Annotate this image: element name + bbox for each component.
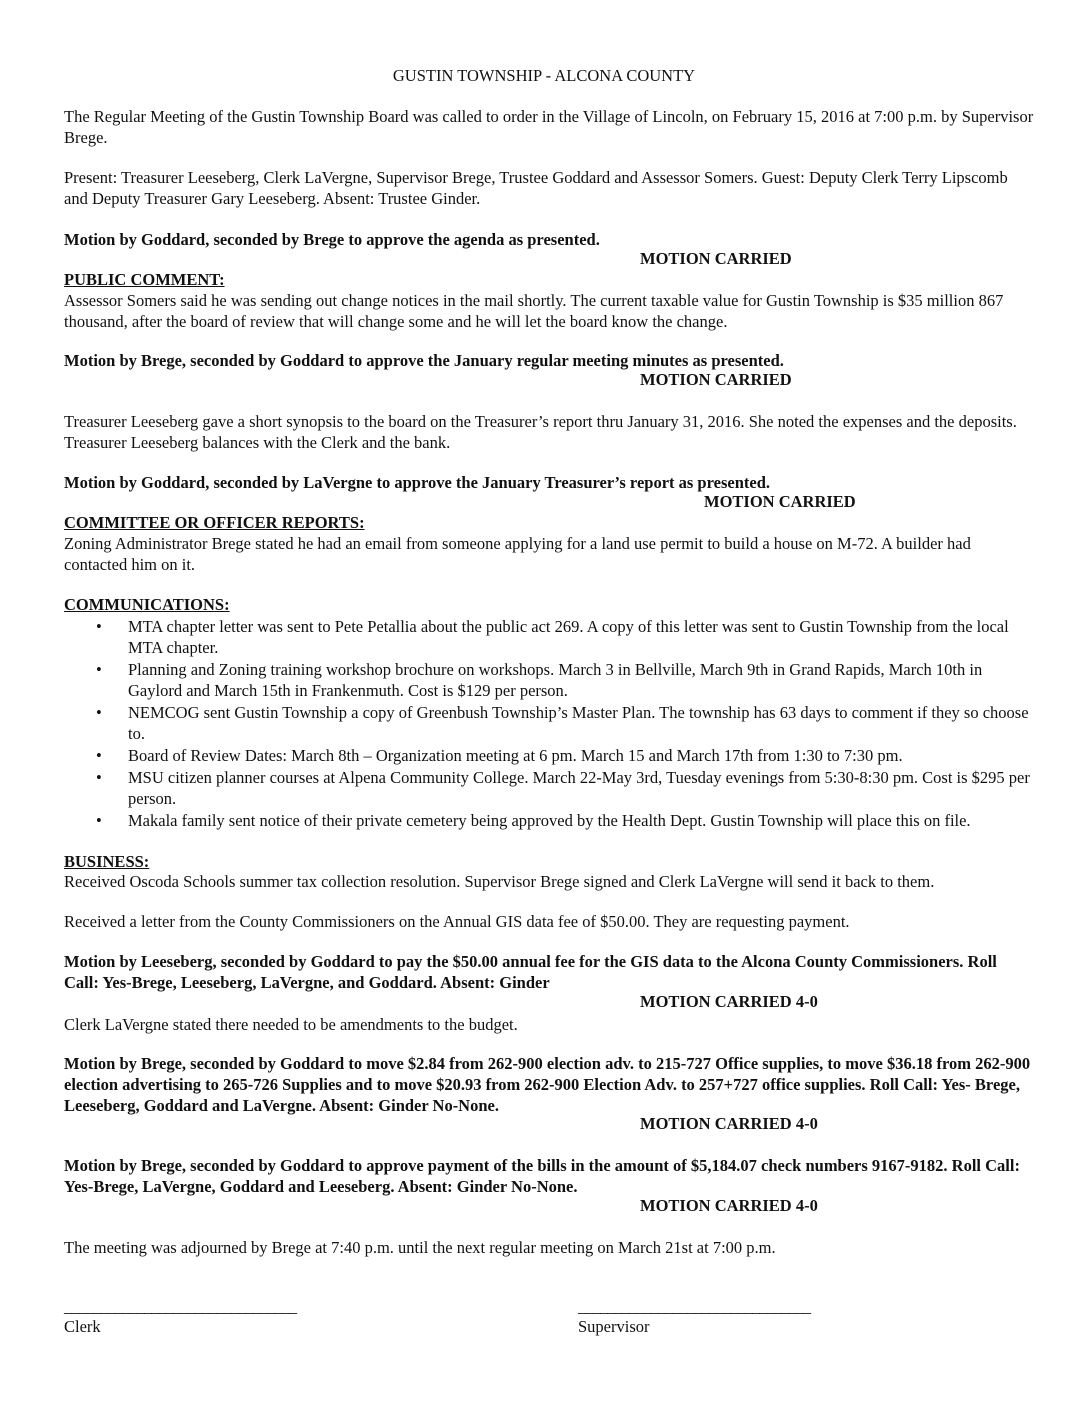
document-title: GUSTIN TOWNSHIP - ALCONA COUNTY [392,66,696,85]
motion-carried-agenda: MOTION CARRIED [640,249,792,268]
public-comment-heading: PUBLIC COMMENT: [64,270,225,289]
motion-pay-bills: Motion by Brege, seconded by Goddard to approve payment of the bills in the amount of $5,184.07 check numbers 9167-9182. Roll Call: Yes-Brege, LaVergne, Goddard and Leeseberg. Absent: Ginder No-None. [64,1156,1020,1196]
supervisor-signature-label: Supervisor [578,1317,650,1336]
list-item: • NEMCOG sent Gustin Township a copy of Greenbush Township’s Master Plan. The township has 63 days to comment if they so choose to. [64,702,1034,744]
motion-carried-gis: MOTION CARRIED 4-0 [640,992,818,1011]
intro-paragraph: The Regular Meeting of the Gustin Township Board was called to order in the Village of Lincoln, on February 15, 2016 at 7:00 p.m. by Supervisor Brege. [64,107,1034,147]
treasurer-report-paragraph: Treasurer Leeseberg gave a short synopsis to the board on the Treasurer’s report thru January 31, 2016. She noted the expenses and the deposits. Treasurer Leeseberg balances with the Clerk and the bank. [64,412,1017,452]
motion-treasurer-report: Motion by Goddard, seconded by LaVergne to approve the January Treasurer’s report as presented. [64,473,770,492]
motion-minutes: Motion by Brege, seconded by Goddard to approve the January regular meeting minutes as presented. [64,351,784,370]
clerk-signature-line: ________________________________ [64,1297,296,1316]
motion-carried-bills: MOTION CARRIED 4-0 [640,1196,818,1215]
motion-carried-treasurer: MOTION CARRIED [704,492,856,511]
business-oscoda-text: Received Oscoda Schools summer tax collection resolution. Supervisor Brege signed and Clerk LaVergne will send it back to them. [64,872,935,891]
communications-list [64,616,1034,832]
public-comment-text: Assessor Somers said he was sending out change notices in the mail shortly. The current taxable value for Gustin Township is $35 million 867 thousand, after the board of review that will change some and he will let the board know the change. [64,291,1004,331]
communications-heading: COMMUNICATIONS: [64,595,230,614]
committee-heading: COMMITTEE OR OFFICER REPORTS: [64,513,365,532]
budget-amendments-text: Clerk LaVergne stated there needed to be amendments to the budget. [64,1015,518,1034]
motion-budget-amendments: Motion by Brege, seconded by Goddard to move $2.84 from 262-900 election adv. to 215-727 Office supplies, to move $36.18 from 262-900 election advertising to 265-726 Supplies and to move $20.93 from 262-900 Election Adv. to 257+727 office supplies. Roll Call: Yes- Brege, Leeseberg, Goddard and LaVergne. Absent: Ginder No-None. [64,1054,1031,1115]
list-item: • MTA chapter letter was sent to Pete Petallia about the public act 269. A copy of this letter was sent to Gustin Township from the local MTA chapter. [64,616,1034,658]
business-heading: BUSINESS: [64,852,150,871]
committee-text: Zoning Administrator Brege stated he had an email from someone applying for a land use permit to build a house on M-72. A builder had contacted him on it. [64,534,971,574]
motion-gis-fee: Motion by Leeseberg, seconded by Goddard to pay the $50.00 annual fee for the GIS data to the Alcona County Commissioners. Roll Call: Yes-Brege, Leeseberg, LaVergne, and Goddard. Absent: Ginder [64,952,997,992]
clerk-signature-label: Clerk [64,1317,101,1336]
attendance-paragraph: Present: Treasurer Leeseberg, Clerk LaVergne, Supervisor Brege, Trustee Goddard and Assessor Somers. Guest: Deputy Clerk Terry Lipscomb and Deputy Treasurer Gary Leeseberg. Absent: Trustee Ginder. [64,168,1008,208]
motion-carried-budget: MOTION CARRIED 4-0 [640,1114,818,1133]
adjournment-text: The meeting was adjourned by Brege at 7:40 p.m. until the next regular meeting on March 21st at 7:00 p.m. [64,1238,776,1257]
motion-agenda: Motion by Goddard, seconded by Brege to approve the agenda as presented. [64,230,600,249]
list-item: • Makala family sent notice of their private cemetery being approved by the Health Dept. Gustin Township will place this on file. [64,810,1034,831]
motion-carried-minutes: MOTION CARRIED [640,370,792,389]
business-gis-letter-text: Received a letter from the County Commissioners on the Annual GIS data fee of $50.00. They are requesting payment. [64,912,850,931]
list-item: • MSU citizen planner courses at Alpena Community College. March 22-May 3rd, Tuesday evenings from 5:30-8:30 pm. Cost is $295 per person. [64,767,1034,809]
list-item: • Planning and Zoning training workshop brochure on workshops. March 3 in Bellville, March 9th in Grand Rapids, March 10th in Gaylord and March 15th in Frankenmuth. Cost is $129 per person. [64,659,1034,701]
supervisor-signature-line: ________________________________ [578,1297,810,1316]
list-item: • Board of Review Dates: March 8th – Organization meeting at 6 pm. March 15 and March 17th from 1:30 to 7:30 pm. [64,745,1034,766]
